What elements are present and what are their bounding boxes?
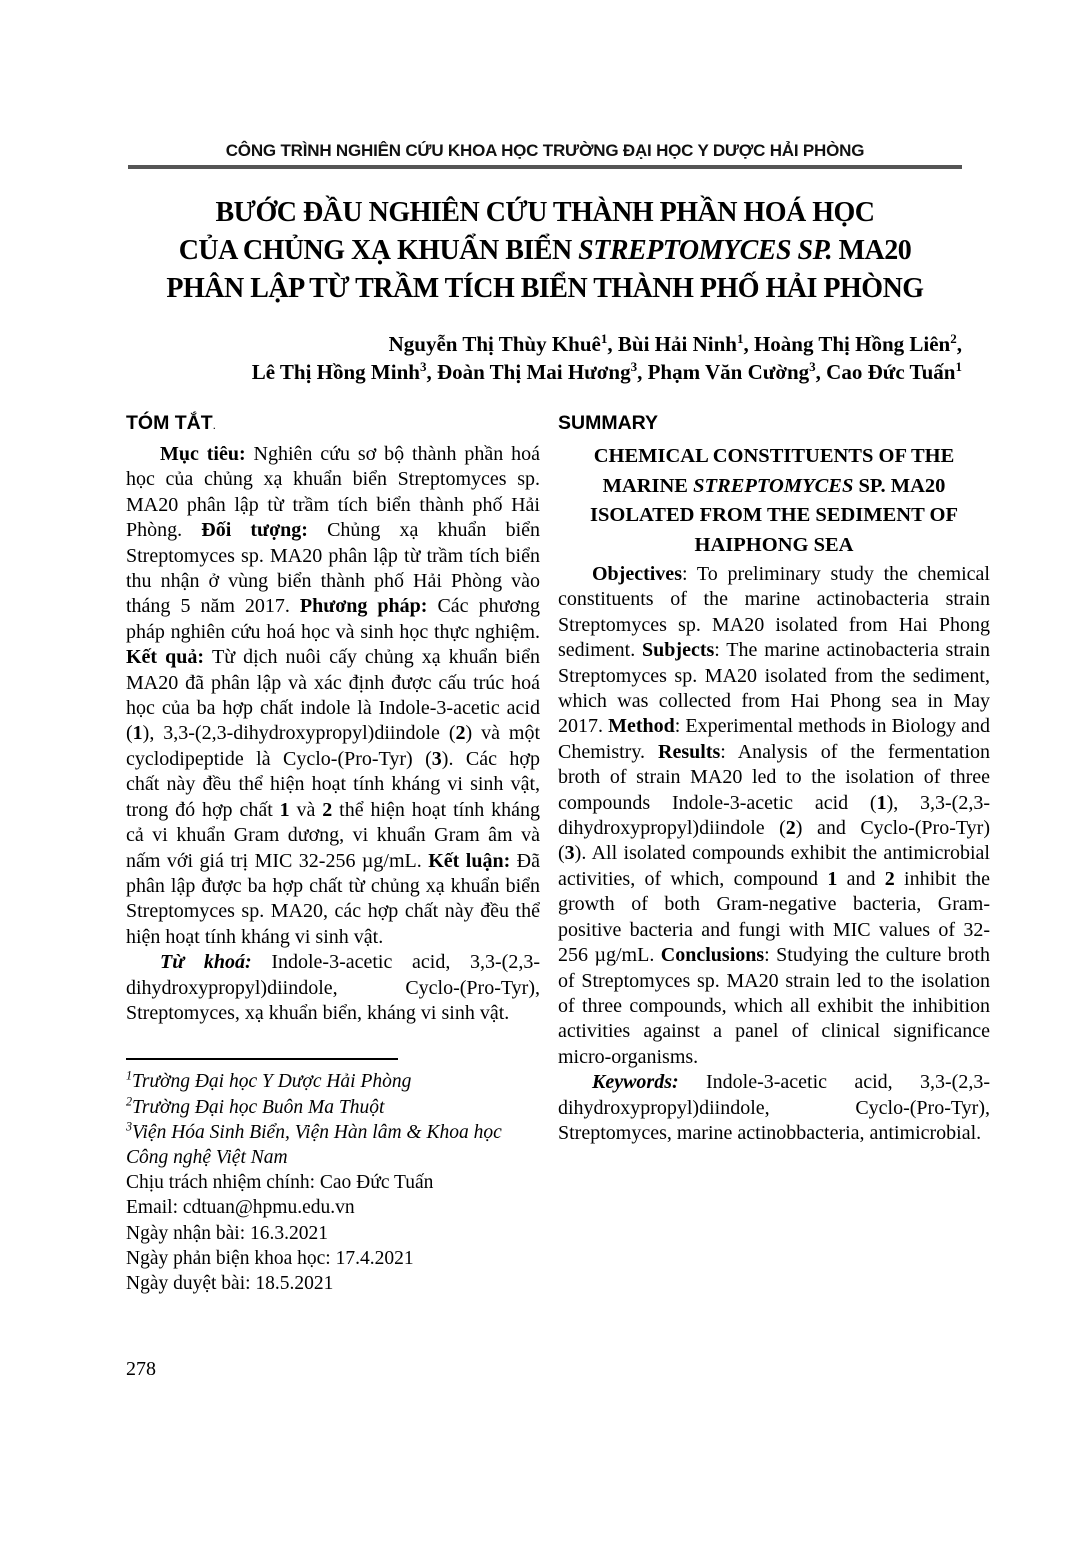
two-column-body	[126, 412, 990, 1296]
footnote-affiliation-3: $^3$Viện Hóa Sinh Biển, Viện Hàn lâm & Khoa học Công nghệ Việt Nam	[126, 1119, 502, 1168]
footnote-review-date: Ngày phản biện khoa học: 17.4.2021	[126, 1247, 414, 1269]
running-head: CÔNG TRÌNH NGHIÊN CỨU KHOA HỌC TRƯỜNG ĐẠI HỌC Y DƯỢC HẢI PHÒNG	[225, 141, 865, 160]
footnote-affiliation-1: $^1$Trường Đại học Y Dược Hải Phòng	[126, 1068, 412, 1093]
footnote-corresponding-author: Chịu trách nhiệm chính: Cao Đức Tuấn	[126, 1172, 434, 1194]
authors-line-2: Lê Thị Hồng Minh$^3$, Đoàn Thị Mai Hương$^3$, Phạm Văn Cường$^3$, Cao Đức Tuấn$^1$	[251, 359, 962, 384]
abstract-vi-heading	[126, 412, 540, 435]
authors-line-1: Nguyễn Thị Thùy Khuê$^1$, Bùi Hải Ninh$^1$, Hoàng Thị Hồng Liên$^2$,	[388, 331, 962, 356]
footnote-affiliation-2: $^2$Trường Đại học Buôn Ma Thuột	[126, 1094, 385, 1118]
abstract-vi-paragraph: Mục tiêu: Nghiên cứu sơ bộ thành phần hoá học của chủng xạ khuẩn biển Streptomyces sp. MA20 phân lập từ trầm tích biển thành phố Hải Phòng. Đối tượng: Chủng xạ khuẩn biển Streptomyces sp. MA20 phân lập từ trầm tích biển thu nhận ở vùng biển thành phố Hải Phòng vào tháng 5 năm 2017. Phương pháp: Các phương pháp nghiên cứu hoá học và sinh học thực nghiệm. Kết quả: Từ dịch nuôi cấy chủng xạ khuẩn biển MA20 đã phân lập và xác định được cấu trúc hoá học của ba hợp chất indole là Indole-3-acetic acid (1), 3,3-(2,3-dihydroxypropyl)diindole (2) và một cyclodipeptide là Cyclo-(Pro-Tyr) (3). Các hợp chất này đều thể hiện hoạt tính kháng vi sinh vật, trong đó hợp chất 1 và 2 thể hiện hoạt tính kháng cả vi khuẩn Gram dương, vi khuẩn Gram âm và nấm với giá trị MIC 32-256 µg/mL. Kết luận: Đã phân lập được ba hợp chất từ chủng xạ khuẩn biển Streptomyces sp. MA20, các hợp chất này đều thể hiện hoạt tính kháng vi sinh vật.	[126, 443, 540, 948]
authors-block	[128, 330, 962, 386]
article-title-vi	[0, 194, 1090, 308]
article-title-line-1: BƯỚC ĐẦU NGHIÊN CỨU THÀNH PHẦN HOÁ HỌC	[215, 197, 875, 228]
summary-english-column	[558, 412, 990, 1296]
summary-heading: SUMMARY	[558, 412, 659, 434]
footnote-accepted-date: Ngày duyệt bài: 18.5.2021	[126, 1272, 334, 1294]
abstract-vietnamese-column	[126, 412, 540, 1296]
abstract-en-paragraph: Objectives: To preliminary study the chemical constituents of the marine actinobacteria strain Streptomyces sp. MA20 isolated from Hai Phong sediment. Subjects: The marine actinobacteria strain Streptomyces sp. MA20 isolated from the sediment, which was collected from Hai Phong sea in May 2017. Method: Experimental methods in Biology and Chemistry. Results: Analysis of the fermentation broth of strain MA20 led to the isolation of three compounds Indole-3-acetic acid (1), 3,3-(2,3-dihydroxypropyl)diindole (2) and Cyclo-(Pro-Tyr) (3). All isolated compounds exhibit the antimicrobial activities, of which, compound 1 and 2 inhibit the growth of both Gram-negative bacteria, Gram-positive bacteria and fungi with MIC values of 32-256 µg/mL. Conclusions: Studying the culture broth of Streptomyces sp. MA20 strain led to the isolation of three compounds, which all exhibit the inhibition activities against a panel of clinical significance micro-organisms.	[558, 563, 990, 1068]
page-number: 278	[126, 1358, 156, 1380]
footnote-received-date: Ngày nhận bài: 16.3.2021	[126, 1222, 329, 1244]
footnotes-block	[126, 1069, 540, 1296]
keywords-vi-paragraph: Từ khoá: Indole-3-acetic acid, 3,3-(2,3-dihydroxypropyl)diindole, Cyclo-(Pro-Tyr), Streptomyces, xạ khuẩn biển, kháng vi sinh vật.	[126, 951, 540, 1024]
footnote-email: Email: cdtuan@hpmu.edu.vn	[126, 1197, 355, 1219]
footnote-divider	[126, 1058, 398, 1060]
abstract-vi-heading-dot: .	[212, 418, 216, 432]
article-title-line-2: CỦA CHỦNG XẠ KHUẨN BIỂN STREPTOMYCES SP. MA20	[178, 235, 912, 266]
keywords-en-paragraph: Keywords: Indole-3-acetic acid, 3,3-(2,3-dihydroxypropyl)diindole, Cyclo-(Pro-Tyr), Streptomyces, marine actinobbacteria, antimicrobial.	[558, 1071, 990, 1144]
header-rule	[128, 165, 962, 169]
article-title-line-3: PHÂN LẬP TỪ TRẦM TÍCH BIỂN THÀNH PHỐ HẢI PHÒNG	[166, 273, 924, 304]
article-title-en: CHEMICAL CONSTITUENTS OF THE MARINE STREPTOMYCES SP. MA20 ISOLATED FROM THE SEDIMENT OF HAIPHONG SEA	[590, 445, 958, 556]
abstract-vi-heading-text: TÓM TẮT	[126, 412, 213, 434]
